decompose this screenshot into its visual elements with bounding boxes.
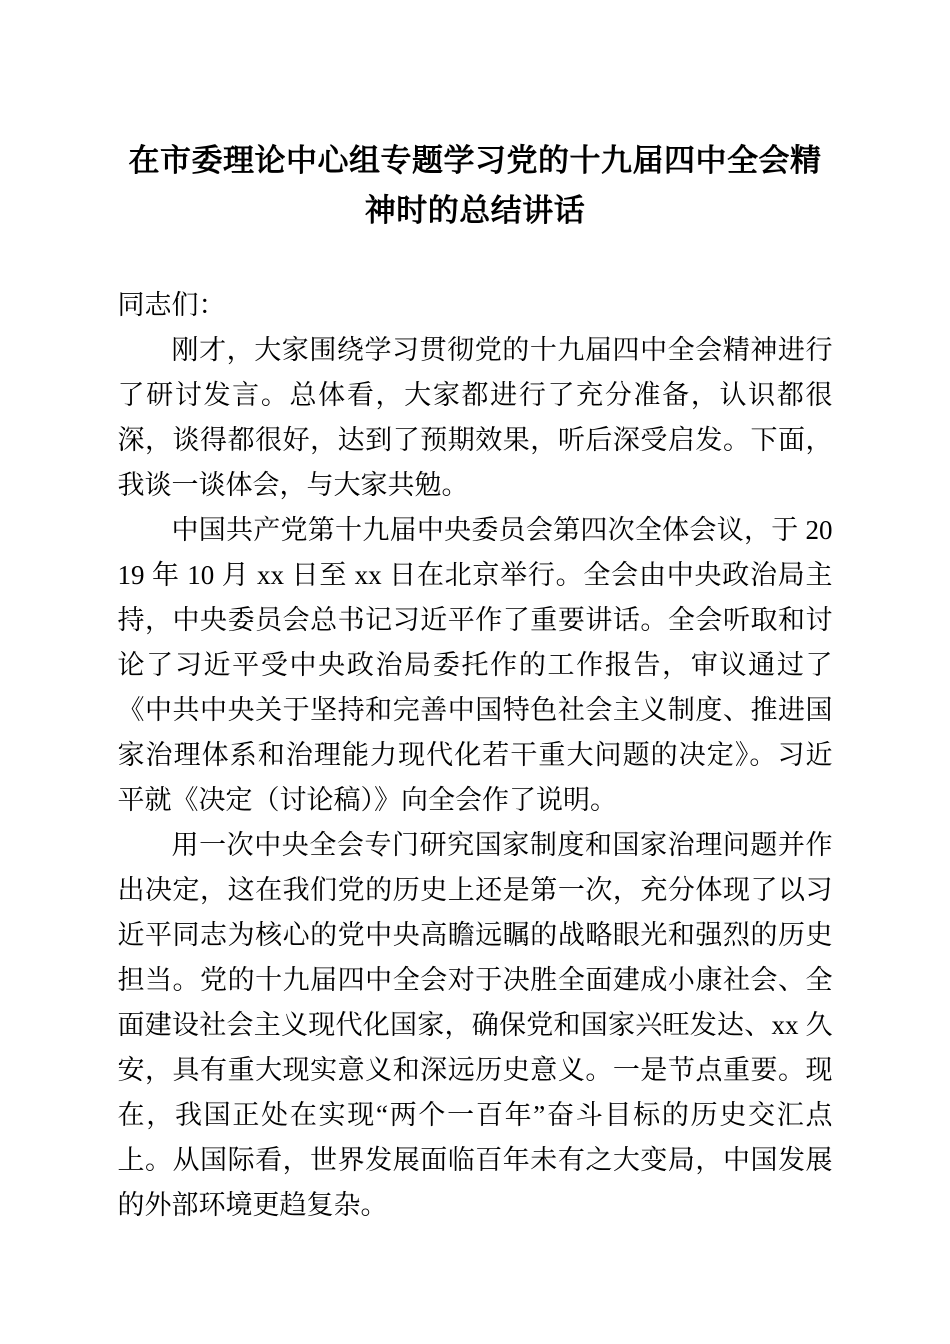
salutation-paragraph: 同志们：	[117, 290, 226, 320]
document-page	[118, 0, 833, 1228]
paragraph: 中国共产党第十九届中央委员会第四次全体会议，于 2019 年 10 月 xx 日至 xx 日在北京举行。全会由中央政治局主持，中央委员会总书记习近平作了重要讲话。全会听取和讨论了习近平受中央政治局委托作的工作报告，审议通过了《中共中央关于坚持和完善中国特色社会主义制度、推进国家治理体系和治理能力现代化若干重大问题的决定》。习近平就《决定（讨论稿）》向全会作了说明。	[117, 515, 833, 815]
paragraph: 用一次中央全会专门研究国家制度和国家治理问题并作出决定，这在我们党的历史上还是第一次，充分体现了以习近平同志为核心的党中央高瞻远瞩的战略眼光和强烈的历史担当。党的十九届四中全会对于决胜全面建成小康社会、全面建设社会主义现代化国家，确保党和国家兴旺发达、xx 久安，具有重大现实意义和深远历史意义。一是节点重要。现在，我国正处在实现“两个一百年”奋斗目标的历史交汇点上。从国际看，世界发展面临百年未有之大变局，中国发展的外部环境更趋复杂。	[117, 830, 833, 1220]
paragraph: 刚才，大家围绕学习贯彻党的十九届四中全会精神进行了研讨发言。总体看，大家都进行了充分准备，认识都很深，谈得都很好，达到了预期效果，听后深受启发。下面，我谈一谈体会，与大家共勉。	[117, 335, 833, 500]
document-body	[118, 283, 833, 1228]
document-title: 在市委理论中心组专题学习党的十九届四中全会精神时的总结讲话	[128, 143, 822, 228]
